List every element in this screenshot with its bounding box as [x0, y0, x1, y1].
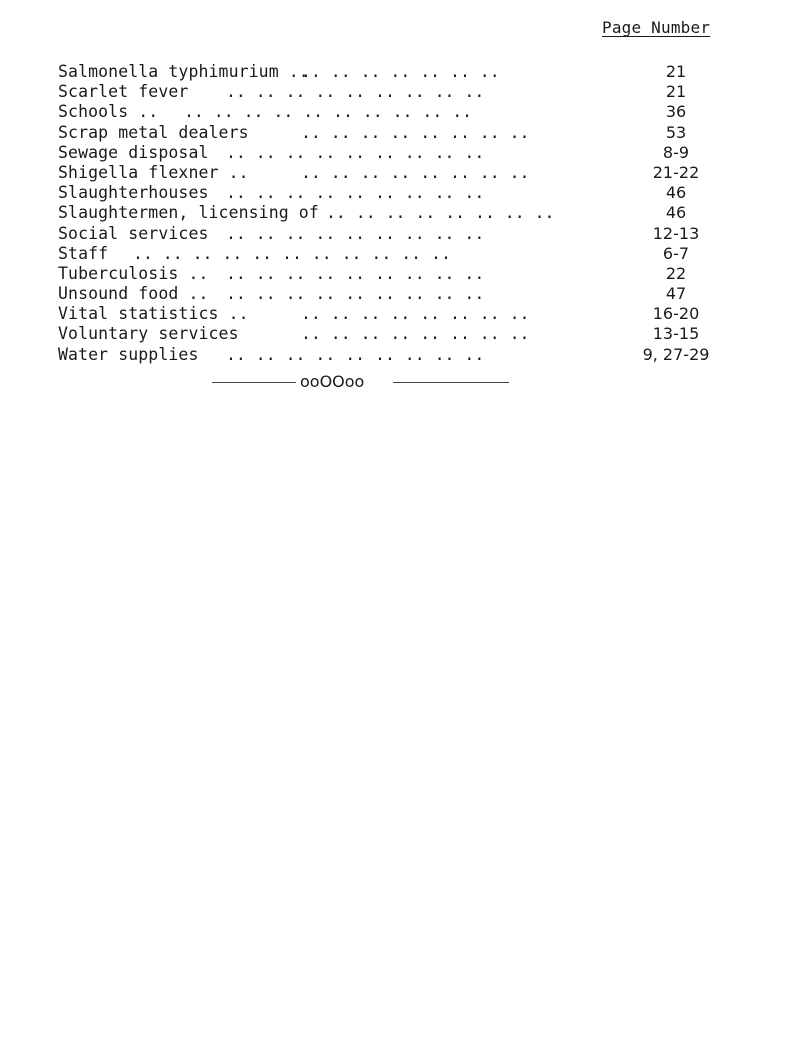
- dot-leader: .. .. .. .. .. .. ..: [301, 62, 500, 81]
- index-entry: [58, 304, 738, 324]
- index-page-reference: 12-13: [652, 223, 700, 243]
- index-entry: [58, 143, 738, 163]
- dot-leader: .. .. .. .. .. .. .. .. ..: [226, 183, 485, 203]
- index-topic: Water supplies: [58, 344, 199, 364]
- index-page-reference: 8-9: [662, 142, 690, 162]
- index-page-reference: 47: [665, 284, 687, 304]
- index-entry: [58, 244, 738, 264]
- end-of-section-ornament: [212, 372, 512, 392]
- dot-leader: .. .. .. .. .. .. .. .. ..: [226, 263, 485, 283]
- index-topic: Slaughtermen, licensing of: [58, 203, 319, 223]
- index-entry: [58, 62, 738, 82]
- index-topic: Tuberculosis ..: [58, 263, 209, 283]
- index-topic: Slaughterhouses: [58, 183, 209, 203]
- dot-leader: .. .. .. .. .. .. .. .. ..: [226, 82, 485, 102]
- dot-leader: .. .. .. .. .. .. .. ..: [301, 304, 530, 324]
- index-page-reference: 46: [665, 203, 687, 223]
- dot-leader: .. .. .. .. .. .. .. ..: [301, 162, 530, 182]
- ornament-rule-left: [212, 382, 296, 383]
- index-entry: [58, 82, 738, 102]
- dot-leader: .. .. .. .. .. .. .. .. .. .. ..: [133, 243, 451, 263]
- dot-leader: .. .. .. .. .. .. .. .. ..: [226, 344, 485, 364]
- index-entry: [58, 163, 738, 183]
- index-page-reference: 6-7: [662, 243, 690, 263]
- index-entry: [58, 324, 738, 344]
- index-topic: Scrap metal dealers: [58, 122, 249, 142]
- dot-leader: .. .. .. .. .. .. .. .. ..: [226, 223, 485, 243]
- dot-leader: .. .. .. .. .. .. .. ..: [326, 203, 555, 223]
- index-page-reference: 36: [665, 102, 687, 122]
- index-topic: Voluntary services: [58, 324, 239, 344]
- ornament-text: ooOOoo: [300, 372, 365, 391]
- dot-leader: .. .. .. .. .. .. .. ..: [301, 122, 530, 142]
- subject-index-list: [58, 62, 738, 365]
- index-entry: [58, 224, 738, 244]
- ornament-rule-right: [393, 382, 509, 383]
- index-topic: Schools ..: [58, 102, 159, 122]
- index-page-reference: 21: [665, 62, 687, 81]
- dot-leader: .. .. .. .. .. .. .. .. .. ..: [184, 102, 473, 122]
- index-page-reference: 21-22: [652, 162, 700, 182]
- index-topic: Social services: [58, 223, 209, 243]
- index-topic: Shigella flexner ..: [58, 162, 249, 182]
- index-entry: [58, 264, 738, 284]
- index-topic: Salmonella typhimurium ..: [58, 62, 309, 81]
- index-page-reference: 16-20: [652, 304, 700, 324]
- index-topic: Scarlet fever: [58, 82, 189, 102]
- index-entry: [58, 123, 738, 143]
- index-topic: Vital statistics ..: [58, 304, 249, 324]
- index-entry: [58, 203, 738, 223]
- index-topic: Sewage disposal: [58, 142, 209, 162]
- dot-leader: .. .. .. .. .. .. .. .. ..: [226, 142, 485, 162]
- index-entry: [58, 284, 738, 304]
- index-entry: [58, 102, 738, 122]
- index-page-reference: 53: [665, 122, 687, 142]
- dot-leader: .. .. .. .. .. .. .. ..: [301, 324, 530, 344]
- dot-leader: .. .. .. .. .. .. .. .. ..: [226, 284, 485, 304]
- index-topic: Staff: [58, 243, 109, 263]
- index-entry: [58, 183, 738, 203]
- index-page-reference: 22: [665, 263, 687, 283]
- index-page-reference: 13-15: [652, 324, 700, 344]
- index-page-reference: 9, 27-29: [642, 344, 710, 364]
- index-entry: [58, 345, 738, 365]
- index-page-reference: 21: [665, 82, 687, 102]
- index-topic: Unsound food ..: [58, 284, 209, 304]
- page-number-column-heading: Page Number: [602, 18, 711, 37]
- index-page-reference: 46: [665, 183, 687, 203]
